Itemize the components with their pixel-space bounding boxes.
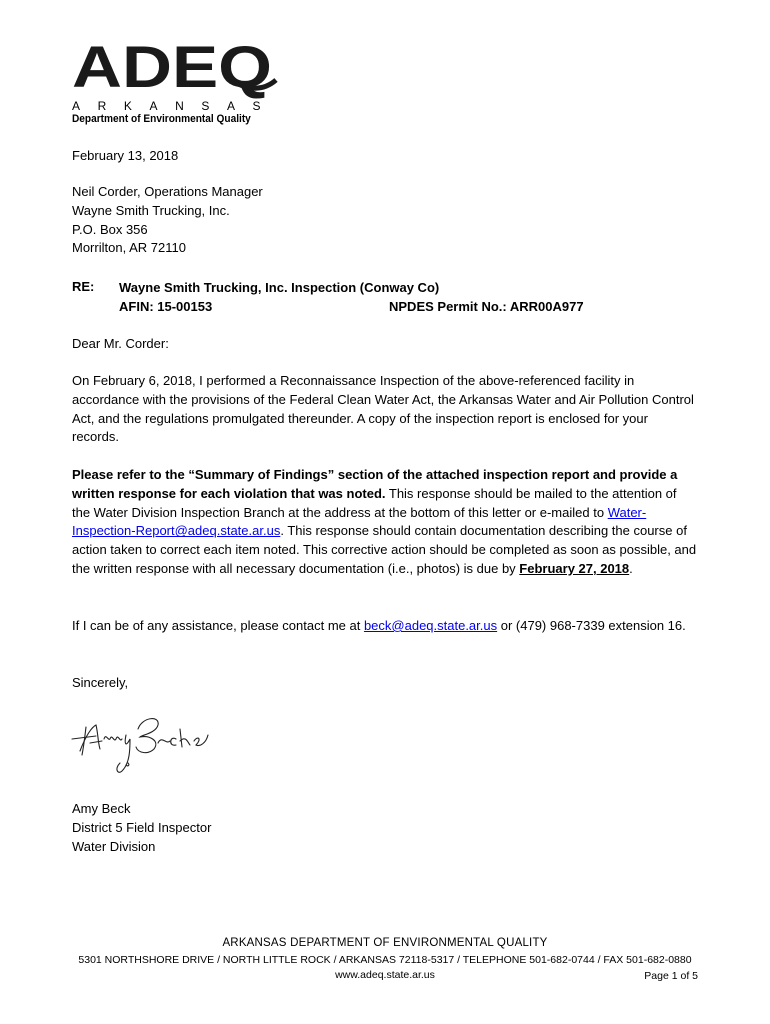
response-text-a: This response should be mailed to the attention of the Water Division Inspection Branch at the address at the bottom of this letter or e-mailed to	[72, 485, 677, 520]
signer-block	[72, 800, 211, 856]
contact-text-b: or (479) 968-7339 extension 16.	[497, 618, 686, 633]
footer-title: ARKANSAS DEPARTMENT OF ENVIRONMENTAL QUALITY	[222, 937, 548, 949]
recipient-city: Morrilton, AR 72110	[72, 240, 186, 256]
signature	[68, 705, 218, 775]
re-label: RE:	[72, 279, 95, 294]
signer-title: District 5 Field Inspector	[72, 819, 212, 835]
letter-date: February 13, 2018	[72, 148, 179, 163]
contact-text-a: If I can be of any assistance, please contact me at	[72, 618, 364, 633]
signature-scribble	[68, 705, 218, 775]
response-text-c: .	[629, 560, 633, 576]
recipient-name: Neil Corder, Operations Manager	[72, 184, 263, 199]
logo-department: Department of Environmental Quality	[72, 113, 251, 125]
recipient-po-box: P.O. Box 356	[72, 221, 148, 237]
inspector-email-link[interactable]: beck@adeq.state.ar.us	[363, 618, 498, 633]
response-request-bold: Please refer to the “Summary of Findings” section of the attached inspection report and provide a written response for each violation that was noted.	[72, 467, 678, 501]
re-afin: AFIN: 15-00153	[119, 298, 213, 314]
response-text-b: . This response should contain documentation describing the course of action taken to correct each item noted. This corrective action should be completed as soon as possible, and the written response with all necessary documentation (i.e., photos) is due by	[72, 523, 697, 576]
signer-name: Amy Beck	[72, 801, 131, 816]
adeq-logo-text: ADEQ	[72, 38, 272, 100]
closing: Sincerely,	[72, 675, 129, 690]
re-permit: NPDES Permit No.: ARR00A977	[389, 298, 584, 314]
paragraph-inspection: On February 6, 2018, I performed a Reconnaissance Inspection of the above-referenced facility in accordance with the provisions of the Federal Clean Water Act, the Arkansas Water and Air Pollution Control Act, and the regulations promulgated thereunder. A copy of the inspection report is enclosed for your records.	[72, 373, 694, 445]
report-email-link[interactable]: Water-Inspection-Report@adeq.state.ar.us	[72, 504, 647, 539]
paragraph-response-request	[72, 466, 697, 579]
recipient-address	[72, 183, 263, 258]
signer-division: Water Division	[72, 838, 156, 854]
adeq-logo-mark	[70, 38, 280, 100]
footer-address: 5301 NORTHSHORE DRIVE / NORTH LITTLE ROCK / ARKANSAS 72118-5317 / TELEPHONE 501-682-0744 / FAX 501-682-0880	[78, 954, 692, 966]
logo-state: ARKANSAS	[72, 99, 279, 113]
adeq-logo	[70, 38, 280, 100]
salutation: Dear Mr. Corder:	[72, 336, 169, 351]
re-subject: Wayne Smith Trucking, Inc. Inspection (Conway Co)	[119, 280, 440, 295]
page-number: Page 1 of 5	[644, 970, 698, 982]
footer-website: www.adeq.state.ar.us	[335, 969, 435, 981]
recipient-company: Wayne Smith Trucking, Inc.	[72, 202, 230, 218]
re-block	[119, 279, 619, 317]
due-date: February 27, 2018	[519, 560, 630, 576]
paragraph-contact	[72, 617, 697, 636]
